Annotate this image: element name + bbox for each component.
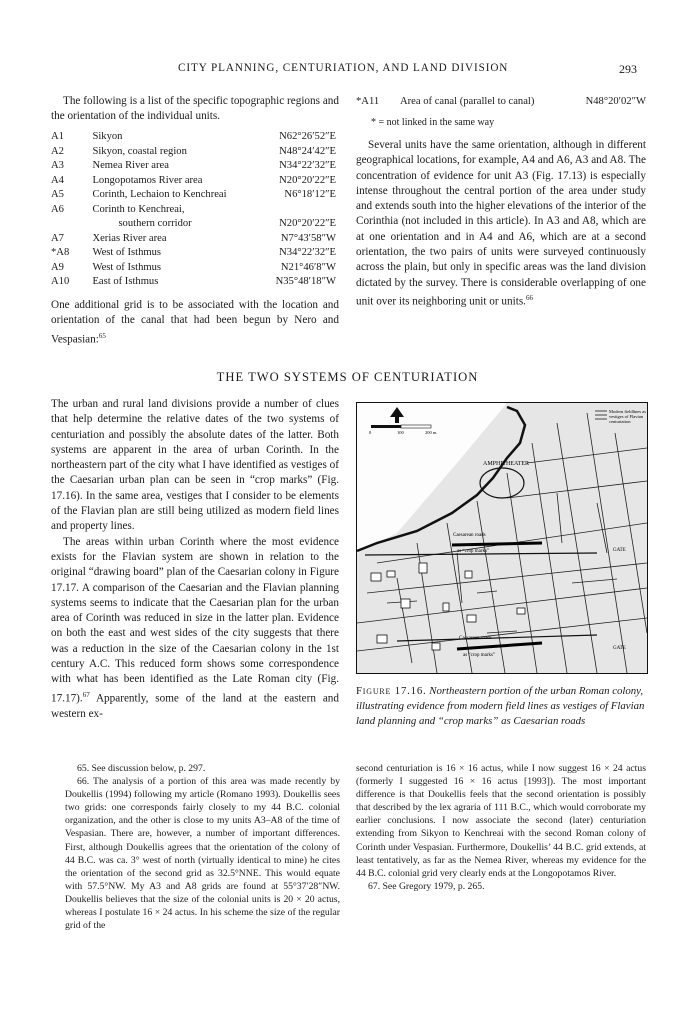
grid-id: A3 (51, 160, 64, 171)
road2-label-a: Caesarean roads (459, 636, 492, 641)
grid-region: West of Isthmus (92, 261, 162, 273)
map-svg (357, 403, 647, 673)
canal-grid-orientation: N48°20′02″W (585, 96, 646, 107)
note-ref-67[interactable]: 67 (82, 690, 90, 699)
grid-region: Corinth to Kenchreai, (92, 203, 185, 215)
gate-2-label: GATE (613, 646, 626, 651)
grid-orientation (276, 203, 336, 218)
grid-region: Sikyon (92, 131, 123, 142)
canal-grid-name: Area of canal (parallel to canal) (400, 96, 535, 107)
legend-line-2: vestiges of Flavian (609, 414, 643, 419)
right-paragraph-text: Several units have the same orientation, although in different geographical locations, for example, A4 and A6, A3 and A8. The concentration of evidence for unit A3 (Fig. 17.13) is especially intense throughout the central portion of the area under study and extends south into the higher elevations of the interior of the Corinthia (not included in this article). In A3 and A8, which are at one orientation and in A4 and A6, which are at a second orientation, the two pairs of units were surveyed continuously across the plain, but only in specific areas was the land division dictated by the survey. There is considerable overlapping of one unit over its neighboring unit or units. (356, 139, 646, 308)
scale-mid: 100 (397, 430, 404, 435)
note-ref-66[interactable]: 66 (525, 293, 533, 302)
grid-region: Xerias River area (92, 232, 167, 244)
after-table-text: One additional grid is to be associated with the location and orientation of the canal that had been begun by Nero and Vespasian: (51, 299, 339, 346)
figure-label: Figure 17.16. (356, 685, 427, 697)
section-paragraph-2 (51, 535, 339, 722)
section-paragraph-2-tail: Apparently, some of the land at the eastern and western ex- (51, 692, 339, 720)
section-heading: THE TWO SYSTEMS OF CENTURIATION (216, 370, 479, 384)
amphitheater-label: AMPHITHEATER (483, 461, 529, 467)
grid-row (51, 203, 336, 218)
grid-table (51, 130, 336, 290)
figure-caption (356, 684, 646, 730)
grid-id: A7 (51, 232, 64, 244)
grid-orientation: N20°20′22″E (279, 174, 336, 186)
footnotes-right (356, 762, 646, 893)
grid-id: A2 (51, 145, 64, 157)
grid-row (51, 159, 336, 174)
road1-label-b: as “crop marks” (457, 549, 490, 554)
grid-orientation: N34°22′32″E (279, 160, 336, 171)
legend-line-1: Modern fieldlines as (609, 409, 646, 414)
grid-region: Nemea River area (92, 160, 169, 171)
not-linked-note: * = not linked in the same way (371, 117, 495, 128)
grid-orientation: N48°24′42″E (279, 145, 336, 157)
grid-row (51, 130, 336, 145)
footnote-67: 67. See Gregory 1979, p. 265. (368, 880, 485, 892)
intro-text: The following is a list of the specific topographic regions and the orientation of the individual units. (51, 95, 339, 123)
grid-orientation: N6°18′12″E (284, 189, 336, 200)
section-paragraph-2-text: The areas within urban Corinth where the most evidence exists for the Flavian system are shown in relation to the original “drawing board” plan of the Caesarian colony in Figure 17.17. A comparison of the Caesarian and the Flavian planning systems seems to indicate that the Caesarian plan for the urban area of Corinth was reduced in size in the latter plan. Evidence on both the east and west sides of the city suggests that there was a reduction in the size of the Caesarian colony in the 1st century A.C. This reduced form shows some correspondence with what has been identified as the Late Roman city (Fig. 17.17). (51, 535, 339, 705)
figure-17-16-map (356, 402, 648, 674)
footnotes-left (65, 762, 340, 932)
grid-orientation: N34°22′32″E (279, 247, 336, 258)
grid-row (51, 174, 336, 189)
road1-label-a: Caesarean roads (453, 533, 486, 538)
figure-caption-text: Northeastern portion of the urban Roman colony, illustrating evidence from modern field lines as vestiges of Flavian land planning and “crop marks” as Caesarian roads (356, 685, 645, 728)
grid-row (51, 246, 336, 261)
page-number: 293 (619, 62, 637, 76)
footnote-66-continued: second centuriation is 16 × 16 actus, while I now suggest 16 × 24 actus (formerly I suggested 16 × 16 actus [1993]). The most important difference is that Doukellis feels that the second orientation is possibly that described by the lex agraria of 111 B.C., which would corroborate my earlier conclusions. I now associate the second (later) centuriation extending from Sikyon to Kenchreai with the second Roman colony of Corinth under Vespasian. Furthermore, Doukellis’ 44 B.C. grid extends, at least tentatively, as far as the Nemea River, whereas my evidence for the 44 B.C. colonial grid very clearly ends at the Longopotamos River. (356, 763, 646, 879)
intro-paragraph (51, 94, 339, 125)
after-table-paragraph (51, 298, 339, 348)
grid-region: Sikyon, coastal region (92, 145, 187, 157)
footnote-65: 65. See discussion below, p. 297. (77, 763, 206, 774)
grid-table-body (51, 130, 336, 290)
grid-orientation: N20°20′22″E (279, 218, 336, 229)
canal-grid-row (356, 96, 646, 111)
grid-id: A9 (51, 261, 64, 273)
grid-id: A10 (51, 276, 70, 287)
note-ref-65[interactable]: 65 (98, 331, 106, 340)
grid-region: southern corridor (118, 218, 192, 229)
grid-id: A6 (51, 203, 64, 215)
grid-id: A5 (51, 189, 64, 200)
road2-label-b: as “crop marks” (463, 653, 496, 658)
grid-id: A4 (51, 174, 64, 186)
section-body (51, 397, 339, 722)
running-head-title: CITY PLANNING, CENTURIATION, AND LAND DIVISION (178, 62, 509, 74)
grid-region: Corinth, Lechaion to Kenchreai (92, 189, 227, 200)
grid-id: A1 (51, 131, 64, 142)
grid-row (51, 217, 336, 232)
grid-region: Longopotamos River area (92, 174, 203, 186)
grid-row (51, 261, 336, 276)
grid-orientation: N62°26′52″E (279, 131, 336, 142)
grid-orientation: N35°48′18″W (275, 276, 336, 287)
grid-orientation: N21°46′8″W (280, 261, 336, 273)
grid-orientation: N7°43′58″W (280, 232, 336, 244)
grid-id: *A8 (51, 247, 70, 258)
grid-row (51, 232, 336, 247)
running-head (0, 62, 695, 78)
canal-grid-id: *A11 (356, 96, 380, 107)
grid-row (51, 145, 336, 160)
grid-id (51, 217, 92, 232)
grid-region: East of Isthmus (92, 276, 159, 287)
gate-1-label: GATE (613, 548, 626, 553)
scale-zero: 0 (369, 430, 372, 435)
crop-mark-road-1 (452, 543, 542, 545)
legend-line-3: centuriation (609, 419, 631, 424)
scale-end: 200 m. (425, 430, 438, 435)
footnote-66: 66. The analysis of a portion of this area was made recently by Doukellis (1994) following my article (Romano 1993). Doukellis sees two grids: one corresponds fairly closely to my 44 B.C. colonial organization, and the other is close to my units A3–A8 of the time of Vespasian. There are, however, a number of important differences. First, although Doukellis agrees that the orientation of the colony of 44 B.C. was ca. 3° west of north (virtually identical to mine) he cites the orientation of the second grid as 32.5°NNE. This would equate with 57.5°NW. My A3 and A8 grids are found at 55°37′28″NW. Doukellis believes that the size of the colonial units is 20 × 20 actus, whereas I postulate 16 × 24 actus. In his scheme the size of the regular grid of the (65, 776, 340, 932)
right-paragraph (356, 138, 646, 310)
grid-row (51, 188, 336, 203)
grid-row (51, 275, 336, 290)
grid-region: West of Isthmus (92, 247, 162, 258)
section-paragraph-1: The urban and rural land divisions provide a number of clues that help determine the relative dates of the two systems of centuriation and possibly the absolute dates of the latter. Both systems are apparent in the area of urban Corinth. In the northeastern part of the city what I have identified as vestiges of the Caesarian urban plan can be seen in “crop marks” (Fig. 17.16). In the same area, vestiges that I consider to be elements of the Flavian plan are still being utilized as modern field lines and property lines. (51, 398, 339, 533)
